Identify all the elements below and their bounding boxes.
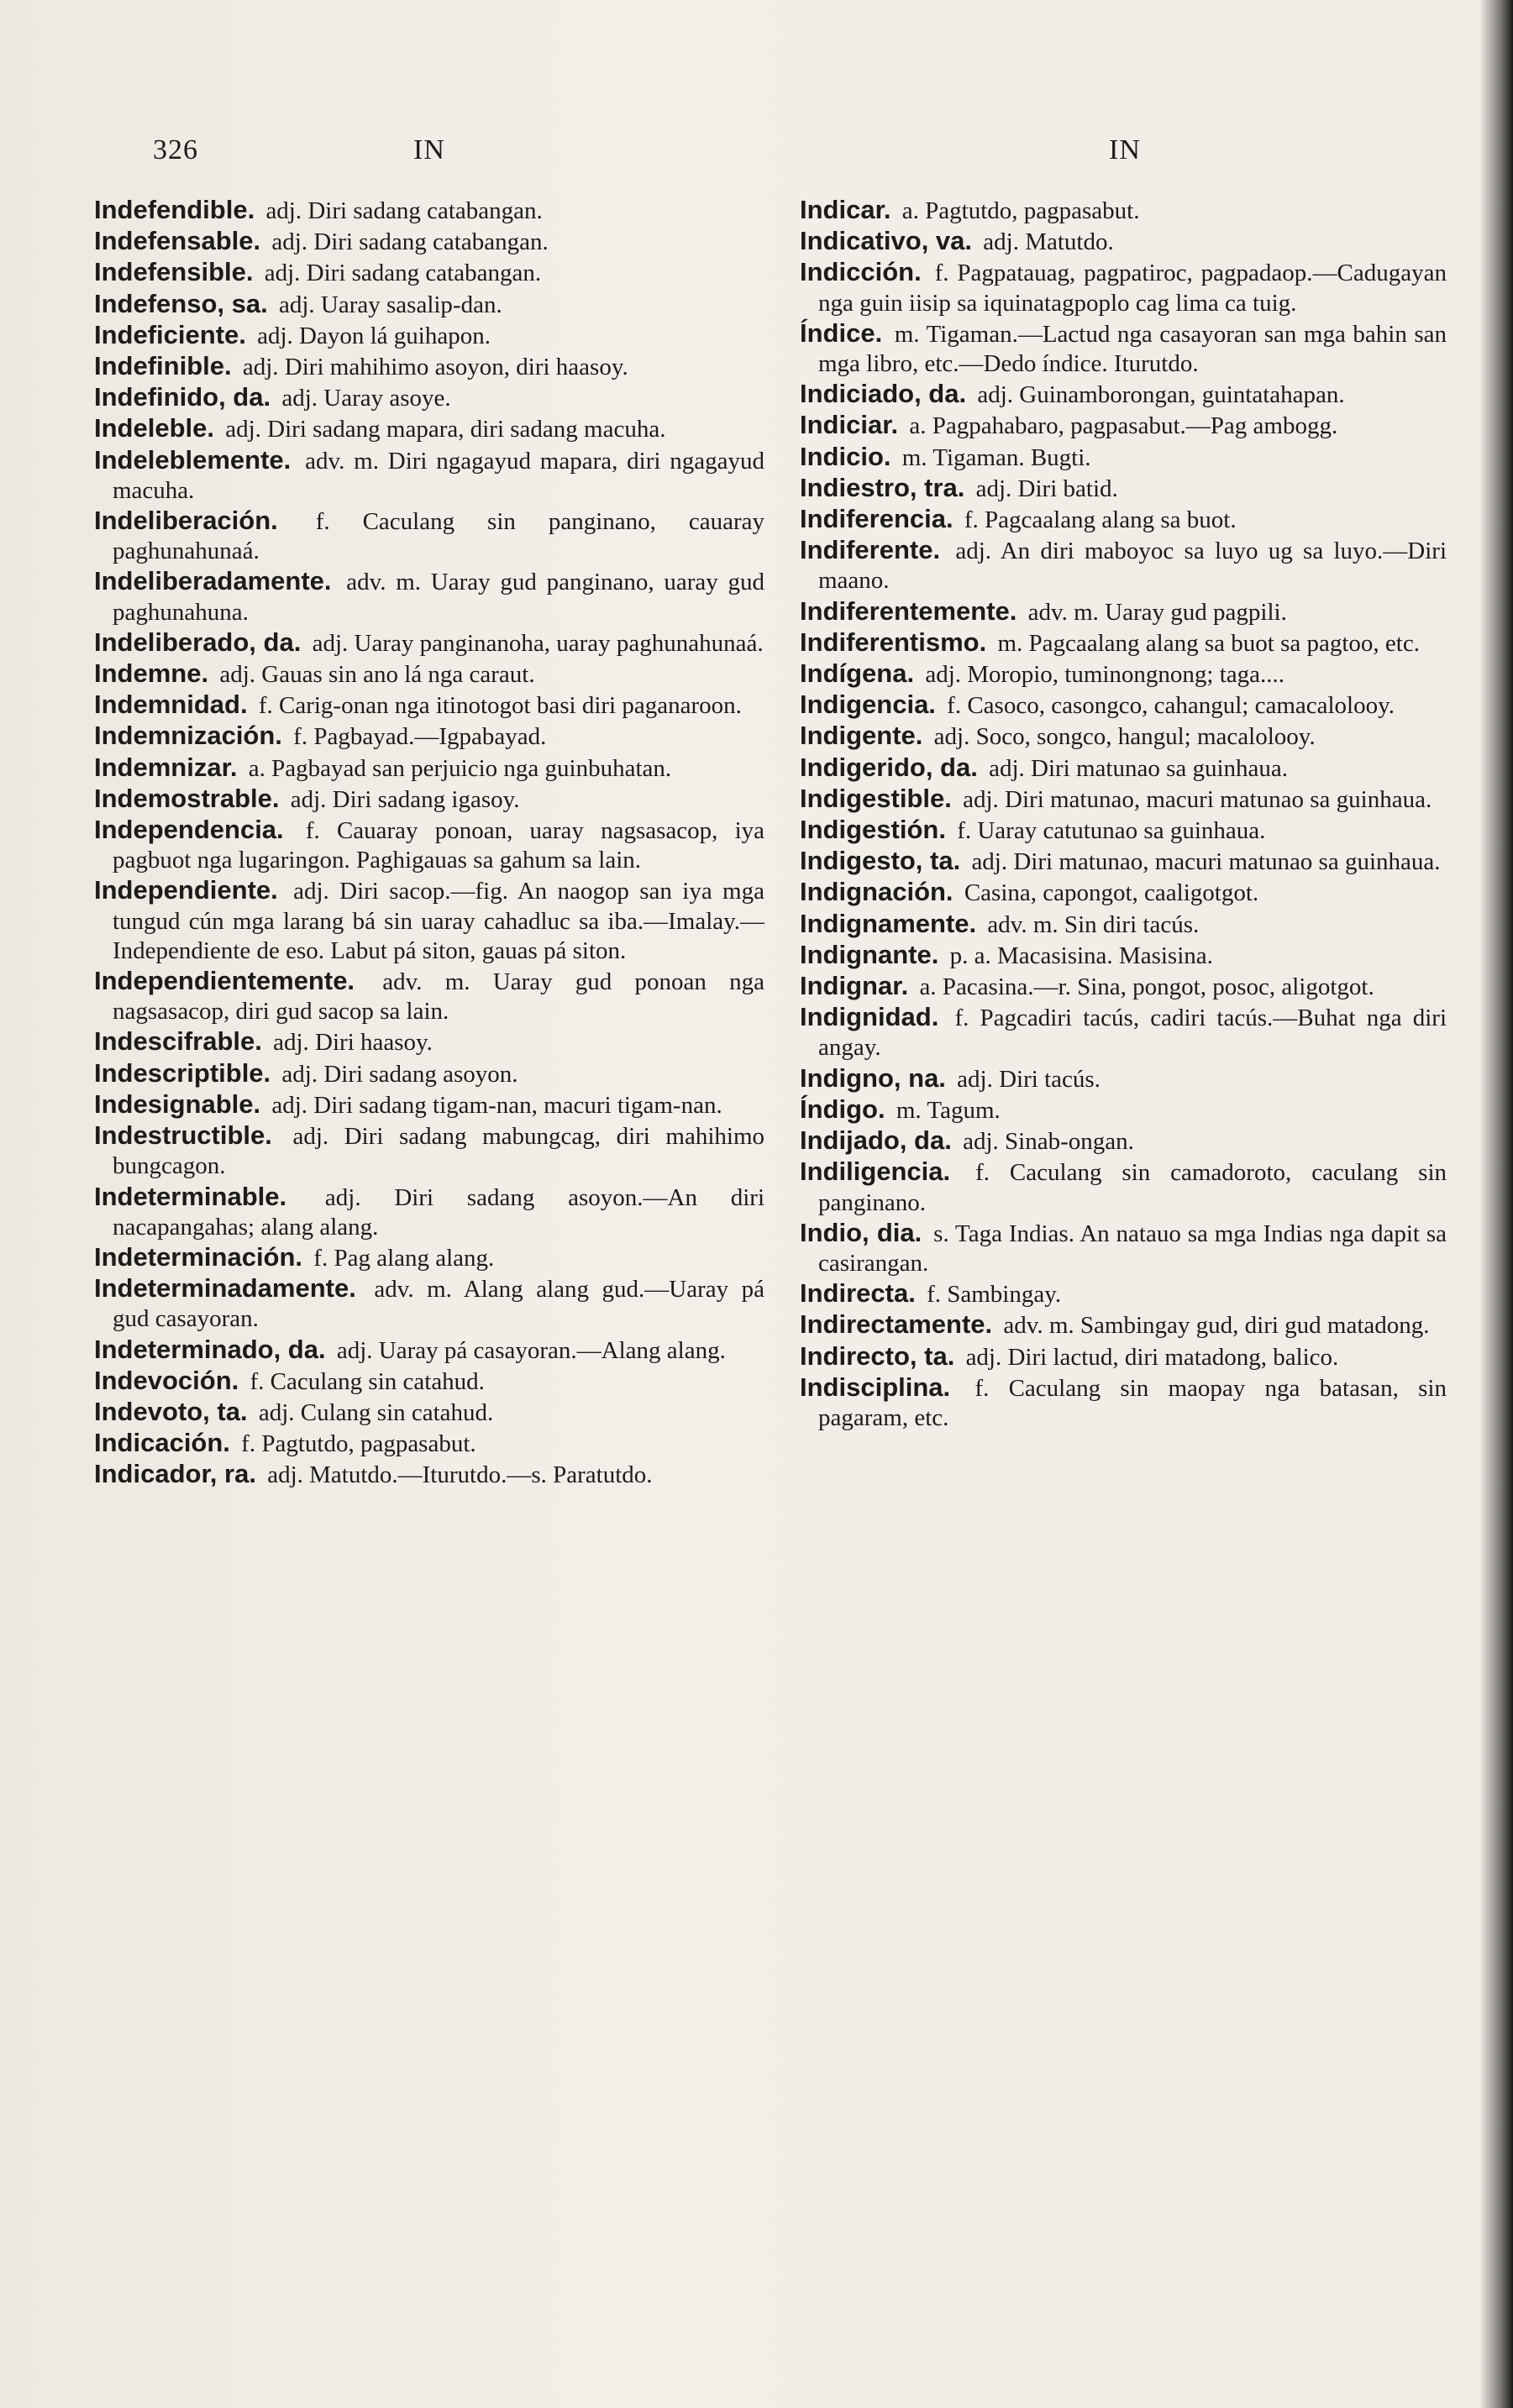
entry-definition: adj. Diri matunao, macuri matunao sa guinhaua. (971, 848, 1441, 876)
entry-definition: f. Pagcaalang alang sa buot. (964, 506, 1237, 534)
entry-headword: Indiferentismo. (800, 627, 987, 657)
dictionary-entry (800, 846, 1447, 877)
entry-definition: f. Carig-onan nga itinotogot basi diri paganaroon. (258, 692, 742, 720)
entry-headword: Indicación. (94, 1428, 230, 1458)
page-number: 326 (153, 134, 198, 165)
left-guide-word: IN (413, 134, 445, 165)
entry-definition: adj. Diri sadang igasoy. (290, 785, 520, 813)
entry-definition: adj. Uaray sasalip-dan. (278, 291, 502, 318)
entry-headword: Indefinido, da. (94, 382, 271, 412)
entry-definition: m. Tigaman.—Lactud nga casayoran san mga bahin san mga libro, etc.—Dedo índice. Iturutdo. (818, 320, 1447, 378)
entry-definition: adj. Uaray asoye. (281, 385, 451, 412)
entry-headword: Indeficiente. (94, 319, 246, 349)
entry-definition: adj. Diri sadang catabangan. (264, 260, 542, 287)
dictionary-entry (800, 1002, 1447, 1062)
entry-headword: Indiferente. (800, 535, 941, 565)
dictionary-entry (94, 1026, 764, 1057)
entry-headword: Indefenso, sa. (94, 288, 268, 318)
dictionary-entry (800, 473, 1447, 504)
entry-headword: Indeliberado, da. (94, 627, 302, 657)
entry-headword: Indigestión. (800, 815, 946, 845)
dictionary-entry (94, 627, 764, 658)
entry-headword: Indigno, na. (800, 1062, 946, 1093)
entry-definition: adj. Culang sin catahud. (258, 1398, 494, 1426)
entry-definition: Casina, capongot, caaligotgot. (964, 879, 1259, 907)
dictionary-entry (800, 1125, 1447, 1157)
entry-headword: Indescriptible. (94, 1057, 271, 1088)
entry-headword: Indignar. (800, 971, 909, 1001)
entry-headword: Independientemente. (94, 966, 355, 996)
dictionary-entry (800, 1372, 1447, 1433)
entry-headword: Indicativo, va. (800, 226, 973, 256)
entry-definition: adj. Diri sadang mabungcag, diri mahihimo bungcagon. (113, 1123, 764, 1180)
dictionary-entry (94, 1089, 764, 1120)
dictionary-entry (800, 1063, 1447, 1094)
entry-definition: adj. Soco, songco, hangul; macalolooy. (933, 723, 1316, 751)
entry-headword: Indescifrable. (94, 1026, 262, 1057)
entry-headword: Indicar. (800, 195, 891, 224)
page-edge-shadow (1479, 0, 1513, 2408)
entry-definition: adj. Diri haasoy. (273, 1029, 433, 1057)
dictionary-entry (94, 445, 764, 506)
entry-headword: Indeleble. (94, 413, 214, 443)
left-column (94, 195, 764, 2345)
entry-headword: Indeliberación. (94, 506, 278, 536)
entry-definition: f. Pagtutdo, pagpasabut. (241, 1430, 476, 1458)
entry-headword: Indigencia. (800, 690, 936, 720)
entry-definition: adj. Sinab-ongan. (963, 1128, 1134, 1156)
entry-definition: s. Taga Indias. An natauo sa mga Indias nga dapit sa casirangan. (818, 1220, 1447, 1277)
dictionary-entry (800, 1309, 1447, 1340)
dictionary-entry (94, 413, 764, 444)
entry-definition: adv. m. Sin diri tacús. (987, 910, 1200, 938)
entry-definition: m. Pagcaalang alang sa buot sa pagtoo, etc. (997, 629, 1420, 657)
entry-definition: f. Cauaray ponoan, uaray nagsasacop, iya pagbuot nga lugaringon. Paghigauas sa gahum sa lain. (113, 817, 764, 874)
entry-definition: p. a. Macasisina. Masisina. (949, 942, 1213, 969)
dictionary-entry (94, 815, 764, 875)
entry-headword: Indemnización. (94, 721, 282, 751)
dictionary-entry (800, 627, 1447, 658)
entry-definition: adj. Diri tacús. (957, 1065, 1101, 1093)
entry-headword: Indefinible. (94, 351, 232, 381)
entry-headword: Indignación. (800, 877, 954, 907)
entry-definition: f. Caculang sin panginano, cauaray paghunahunaá. (113, 508, 764, 565)
dictionary-entry (800, 690, 1447, 721)
entry-definition: f. Pag alang alang. (313, 1244, 495, 1272)
entry-definition: f. Uaray catutunao sa guinhaua. (957, 817, 1266, 845)
dictionary-entry (800, 909, 1447, 940)
entry-headword: Indiestro, tra. (800, 472, 965, 502)
entry-headword: Indiferencia. (800, 504, 954, 534)
entry-headword: Índigo. (800, 1094, 885, 1124)
dictionary-entry (94, 875, 764, 966)
entry-definition: adv. m. Uaray gud ponoan nga nagsasacop, diri gud sacop sa lain. (113, 968, 764, 1026)
entry-headword: Indefensable. (94, 226, 261, 256)
entry-definition: adj. Dayon lá guihapon. (257, 322, 491, 349)
entry-headword: Indirectamente. (800, 1309, 993, 1340)
entry-definition: adv. m. Alang alang gud.—Uaray pá gud casayoran. (113, 1276, 764, 1333)
dictionary-entry (94, 289, 764, 320)
dictionary-entry (800, 721, 1447, 752)
dictionary-entry (94, 1335, 764, 1366)
entry-definition: adj. Diri sadang tigam-nan, macuri tigam-nan. (271, 1091, 722, 1119)
entry-headword: Indigerido, da. (800, 752, 978, 782)
dictionary-entry (800, 257, 1447, 317)
dictionary-entry (94, 1366, 764, 1397)
entry-headword: Indirecto, ta. (800, 1340, 955, 1371)
dictionary-entry (800, 1157, 1447, 1217)
entry-headword: Indiligencia. (800, 1157, 951, 1187)
entry-headword: Independiente. (94, 875, 278, 905)
dictionary-entry (94, 690, 764, 721)
entry-definition: adj. Uaray panginanoha, uaray paghunahunaá. (312, 629, 764, 657)
dictionary-entry (800, 658, 1447, 690)
entry-headword: Índice. (800, 317, 883, 348)
dictionary-entry (94, 966, 764, 1026)
entry-headword: Indeterminado, da. (94, 1334, 326, 1364)
entry-definition: adj. Gauas sin ano lá nga caraut. (219, 661, 535, 689)
entry-headword: Independencia. (94, 815, 284, 845)
entry-headword: Indeliberadamente. (94, 566, 332, 596)
dictionary-entry (94, 784, 764, 815)
entry-headword: Indisciplina. (800, 1372, 951, 1402)
entry-headword: Indijado, da. (800, 1125, 952, 1156)
entry-headword: Indignante. (800, 939, 939, 969)
dictionary-entry (94, 1428, 764, 1459)
entry-definition: f. Pagpatauag, pagpatiroc, pagpadaop.—Cadugayan nga guin iisip sa iquinatagpoplo cag lima ca tuig. (818, 260, 1447, 317)
dictionary-entry (800, 971, 1447, 1002)
entry-definition: a. Pacasina.—r. Sina, pongot, posoc, aligotgot. (919, 973, 1374, 1001)
dictionary-entry (800, 753, 1447, 784)
dictionary-entry (94, 195, 764, 226)
dictionary-entry (94, 1397, 764, 1428)
entry-definition: adj. Diri sadang mapara, diri sadang macuha. (225, 416, 666, 443)
dictionary-entry (94, 1459, 764, 1490)
dictionary-entry (800, 195, 1447, 226)
entry-definition: adv. m. Uaray gud pagpili. (1027, 598, 1287, 626)
entry-headword: Indignamente. (800, 908, 977, 938)
dictionary-entry (94, 566, 764, 627)
entry-definition: f. Sambingay. (927, 1281, 1062, 1309)
dictionary-entry (800, 410, 1447, 441)
entry-headword: Indigestible. (800, 783, 952, 813)
entry-definition: adj. Diri matunao sa guinhaua. (989, 754, 1289, 782)
dictionary-entry (94, 721, 764, 752)
entry-definition: f. Pagcadiri tacús, cadiri tacús.—Buhat nga diri angay. (818, 1005, 1447, 1062)
entry-definition: a. Pagpahabaro, pagpasabut.—Pag ambogg. (909, 412, 1338, 440)
dictionary-entry (800, 784, 1447, 815)
dictionary-entry (800, 442, 1447, 473)
entry-headword: Indeleblemente. (94, 444, 292, 475)
entry-headword: Indirecta. (800, 1278, 916, 1309)
dictionary-entry (800, 535, 1447, 595)
entry-headword: Indestructible. (94, 1120, 272, 1151)
entry-definition: f. Caculang sin catahud. (250, 1367, 485, 1395)
entry-headword: Indemne. (94, 658, 209, 689)
entry-headword: Indigesto, ta. (800, 846, 961, 876)
running-header (0, 134, 1513, 176)
entry-definition: adj. An diri maboyoc sa luyo ug sa luyo.—Diri maano. (818, 538, 1447, 595)
entry-headword: Indicio. (800, 441, 891, 471)
entry-headword: Indígena. (800, 658, 915, 689)
entry-headword: Indemnidad. (94, 690, 248, 720)
dictionary-entry (800, 815, 1447, 846)
entry-definition: adj. Diri mahihimo asoyon, diri haasoy. (242, 354, 628, 381)
dictionary-entry (94, 1182, 764, 1242)
dictionary-entry (94, 226, 764, 257)
entry-definition: adv. m. Uaray gud panginano, uaray gud paghunahuna. (113, 569, 764, 626)
entry-definition: f. Caculang sin maopay nga batasan, sin pagaram, etc. (818, 1374, 1447, 1431)
dictionary-entry (800, 504, 1447, 535)
entry-definition: adj. Diri sadang catabangan. (265, 197, 543, 224)
dictionary-entry (800, 379, 1447, 410)
entry-headword: Indemostrable. (94, 783, 280, 813)
entry-definition: m. Tigaman. Bugti. (901, 443, 1091, 471)
entry-headword: Indevoto, ta. (94, 1396, 248, 1426)
entry-headword: Indefensible. (94, 257, 254, 287)
entry-headword: Indiciar. (800, 410, 899, 440)
entry-definition: adj. Uaray pá casayoran.—Alang alang. (336, 1336, 726, 1364)
entry-definition: adj. Matutdo.—Iturutdo.—s. Paratutdo. (267, 1461, 653, 1489)
dictionary-entry (800, 318, 1447, 379)
entry-definition: adj. Diri sadang asoyon. (281, 1060, 518, 1088)
entry-definition: adv. m. Sambingay gud, diri gud matadong. (1003, 1312, 1430, 1340)
dictionary-entry (94, 257, 764, 288)
entry-headword: Indefendible. (94, 195, 255, 224)
dictionary-entry (800, 1218, 1447, 1278)
dictionary-entry (94, 1120, 764, 1181)
entry-definition: f. Caculang sin camadoroto, caculang sin panginano. (818, 1159, 1447, 1216)
dictionary-entry (94, 1058, 764, 1089)
entry-definition: f. Pagbayad.—Igpabayad. (293, 723, 547, 751)
dictionary-entry (94, 351, 764, 382)
entry-headword: Indeterminable. (94, 1181, 287, 1211)
entry-headword: Indicador, ra. (94, 1459, 256, 1489)
dictionary-entry (800, 1094, 1447, 1125)
entry-definition: adj. Diri sacop.—fig. An naogop san iya mga tungud cún mga larang bá sin uaray cahadluc sa iba.—Imalay.—Independiente de eso. Labut pá siton, gauas pá siton. (113, 878, 764, 964)
dictionary-entry (800, 226, 1447, 257)
entry-headword: Indeterminadamente. (94, 1273, 356, 1304)
dictionary-entry (94, 1242, 764, 1273)
dictionary-entry (94, 753, 764, 784)
entry-definition: adj. Diri lactud, diri matadong, balico. (965, 1343, 1339, 1371)
dictionary-entry (94, 382, 764, 413)
entry-definition: adv. m. Diri ngagayud mapara, diri ngagayud macuha. (113, 447, 764, 504)
entry-definition: adj. Diri sadang asoyon.—An diri nacapangahas; alang alang. (113, 1183, 764, 1241)
right-guide-word: IN (1109, 134, 1141, 165)
entry-definition: adj. Guinamborongan, guintatahapan. (977, 381, 1345, 409)
entry-definition: adj. Matutdo. (983, 228, 1114, 256)
entry-definition: adj. Moropio, tuminongnong; taga.... (925, 661, 1285, 689)
entry-definition: m. Tagum. (896, 1096, 1001, 1124)
entry-headword: Indio, dia. (800, 1217, 922, 1247)
entry-headword: Indiciado, da. (800, 379, 967, 409)
entry-headword: Indignidad. (800, 1002, 939, 1032)
dictionary-entry (94, 658, 764, 690)
dictionary-entry (800, 1278, 1447, 1309)
entry-headword: Indeterminación. (94, 1241, 303, 1272)
entry-headword: Indiferentemente. (800, 595, 1017, 626)
dictionary-entry (800, 940, 1447, 971)
entry-definition: adj. Diri batid. (975, 475, 1118, 502)
entry-headword: Indicción. (800, 257, 922, 287)
entry-definition: adj. Diri sadang catabangan. (271, 228, 549, 256)
dictionary-entry (800, 1341, 1447, 1372)
dictionary-entry (94, 1273, 764, 1334)
entry-headword: Indevoción. (94, 1365, 239, 1395)
dictionary-entry (94, 320, 764, 351)
entry-definition: adj. Diri matunao, macuri matunao sa guinhaua. (963, 785, 1432, 813)
dictionary-entry (800, 877, 1447, 908)
entry-headword: Indesignable. (94, 1089, 261, 1119)
dictionary-entry (94, 506, 764, 566)
right-column (800, 195, 1447, 2345)
dictionary-entry (800, 596, 1447, 627)
entry-headword: Indigente. (800, 721, 923, 751)
entry-definition: a. Pagtutdo, pagpasabut. (901, 197, 1140, 224)
entry-definition: f. Casoco, casongco, cahangul; camacalolooy. (947, 692, 1395, 720)
entry-definition: a. Pagbayad san perjuicio nga guinbuhatan. (248, 754, 672, 782)
entry-headword: Indemnizar. (94, 752, 238, 782)
